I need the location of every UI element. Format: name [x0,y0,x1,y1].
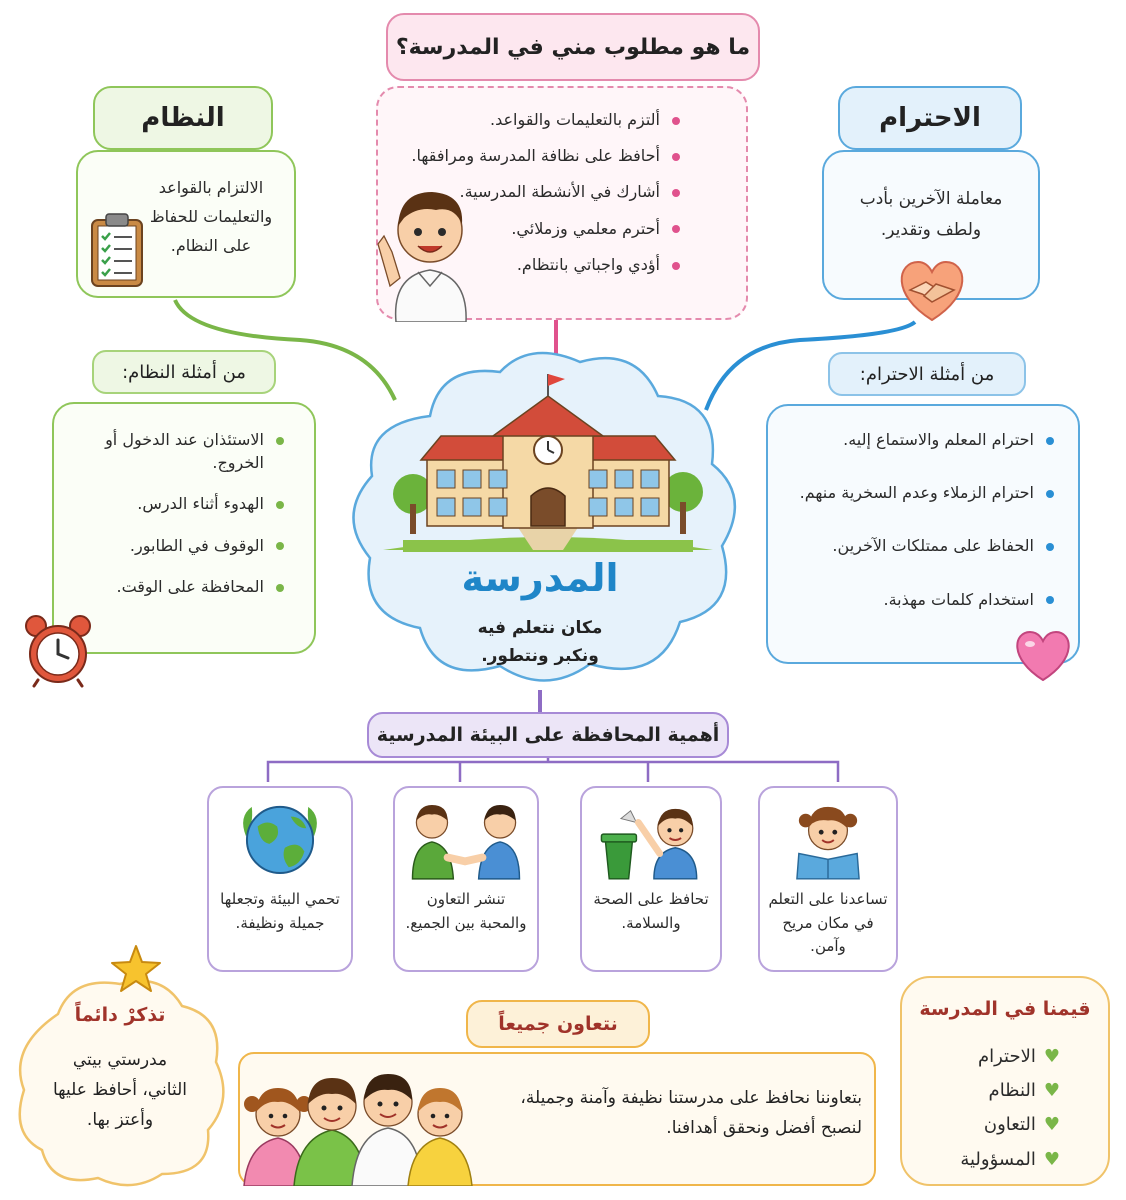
girl-reading-illustration [760,796,896,881]
values-item-label: الاحترام [977,1046,1036,1067]
values-item-label: التعاون [983,1114,1036,1136]
respect-examples-box [766,404,1080,664]
boy-recycling-illustration [582,796,720,881]
importance-card-text: تحمي البيئة وتجعلها جميلة ونظيفة. [220,890,340,932]
values-list [960,1040,1060,1177]
values-title: قيمنا في المدرسة [919,998,1091,1020]
school-description-line: مكان نتعلم فيه [477,618,603,638]
values-item [960,1040,1060,1074]
remember-title: تذكرْ دائماً [74,1004,166,1026]
green-heart-icon: ♥ [1043,1114,1060,1136]
list-item: استخدام كلمات مهذبة. [782,588,1056,611]
school-description-line: ونكبر ونتطور. [481,646,599,667]
list-item: الوقوف في الطابور. [94,534,286,557]
boys-handshake-illustration [395,796,537,881]
green-heart-icon: ♥ [1043,1046,1060,1067]
heart-icon [1012,628,1074,684]
school-building-illustration [383,374,713,554]
respect-box [822,150,1040,300]
list-item: أشارك في الأنشطة المدرسية. [411,180,682,203]
list-item: أؤدي واجباتي بانتظام. [411,253,682,276]
importance-card-learning [758,786,898,972]
importance-card-text: تساعدنا على التعلم في مكان مريح وآمن. [768,890,888,955]
children-group-illustration [240,1064,476,1186]
star-icon [110,944,162,994]
order-examples-list [94,428,286,598]
order-description: الالتزام بالقواعد والتعليمات للحفاظ على النظام. [149,178,273,255]
question-box [376,86,748,320]
earth-globe-icon [209,796,351,881]
school-title: المدرسة [461,556,619,600]
school-description [420,614,660,670]
values-item [960,1143,1060,1177]
cooperate-text-line: بتعاوننا نحافظ على مدرستنا نظيفة وآمنة وجميلة، [520,1088,862,1108]
clipboard-icon [88,210,146,290]
list-item: أحترم معلمي وزملائي. [411,217,682,240]
importance-card-cooperation [393,786,539,972]
importance-card-text: تحافظ على الصحة والسلامة. [593,890,709,932]
order-examples-header: من أمثلة النظام: [92,350,276,394]
question-header: ما هو مطلوب مني في المدرسة؟ [386,13,760,81]
list-item: أحافظ على نظافة المدرسة ومرافقها. [411,144,682,167]
importance-card-environment [207,786,353,972]
values-item [960,1108,1060,1142]
green-heart-icon: ♥ [1043,1148,1060,1170]
respect-header: الاحترام [838,86,1022,150]
order-box [76,150,296,298]
values-box [900,976,1110,1186]
cooperate-text-line: لنصبح أفضل ونحقق أهدافنا. [666,1117,862,1138]
cooperate-text [462,1084,862,1144]
importance-card-health [580,786,722,972]
green-heart-icon: ♥ [1043,1080,1060,1102]
respect-description: معاملة الآخرين بأدب ولطف وتقدير. [859,189,1003,240]
importance-card-text: تنشر التعاون والمحبة بين الجميع. [405,890,527,932]
boy-pointing-illustration [374,166,486,322]
list-item: الاستئذان عند الدخول أو الخروج. [94,428,286,474]
cooperate-box [238,1052,876,1186]
list-item: المحافظة على الوقت. [94,575,286,598]
list-item: الحفاظ على ممتلكات الآخرين. [782,534,1056,557]
remember-text: مدرستي بيتي الثاني، أحافظ عليها وأعتز بها. [53,1050,187,1130]
list-item: الهدوء أثناء الدرس. [94,492,286,515]
respect-examples-list [782,428,1056,611]
values-item [960,1074,1060,1108]
values-item-label: النظام [988,1080,1036,1102]
handshake-heart-icon [896,258,968,324]
values-item-label: المسؤولية [960,1148,1036,1170]
alarm-clock-icon [22,612,94,688]
importance-header: أهمية المحافظة على البيئة المدرسية [367,712,729,758]
order-header: النظام [93,86,273,150]
cooperate-header: نتعاون جميعاً [466,1000,650,1048]
list-item: احترام الزملاء وعدم السخرية منهم. [782,481,1056,504]
list-item: احترام المعلم والاستماع إليه. [782,428,1056,451]
list-item: ألتزم بالتعليمات والقواعد. [411,108,682,131]
respect-examples-header: من أمثلة الاحترام: [828,352,1026,396]
